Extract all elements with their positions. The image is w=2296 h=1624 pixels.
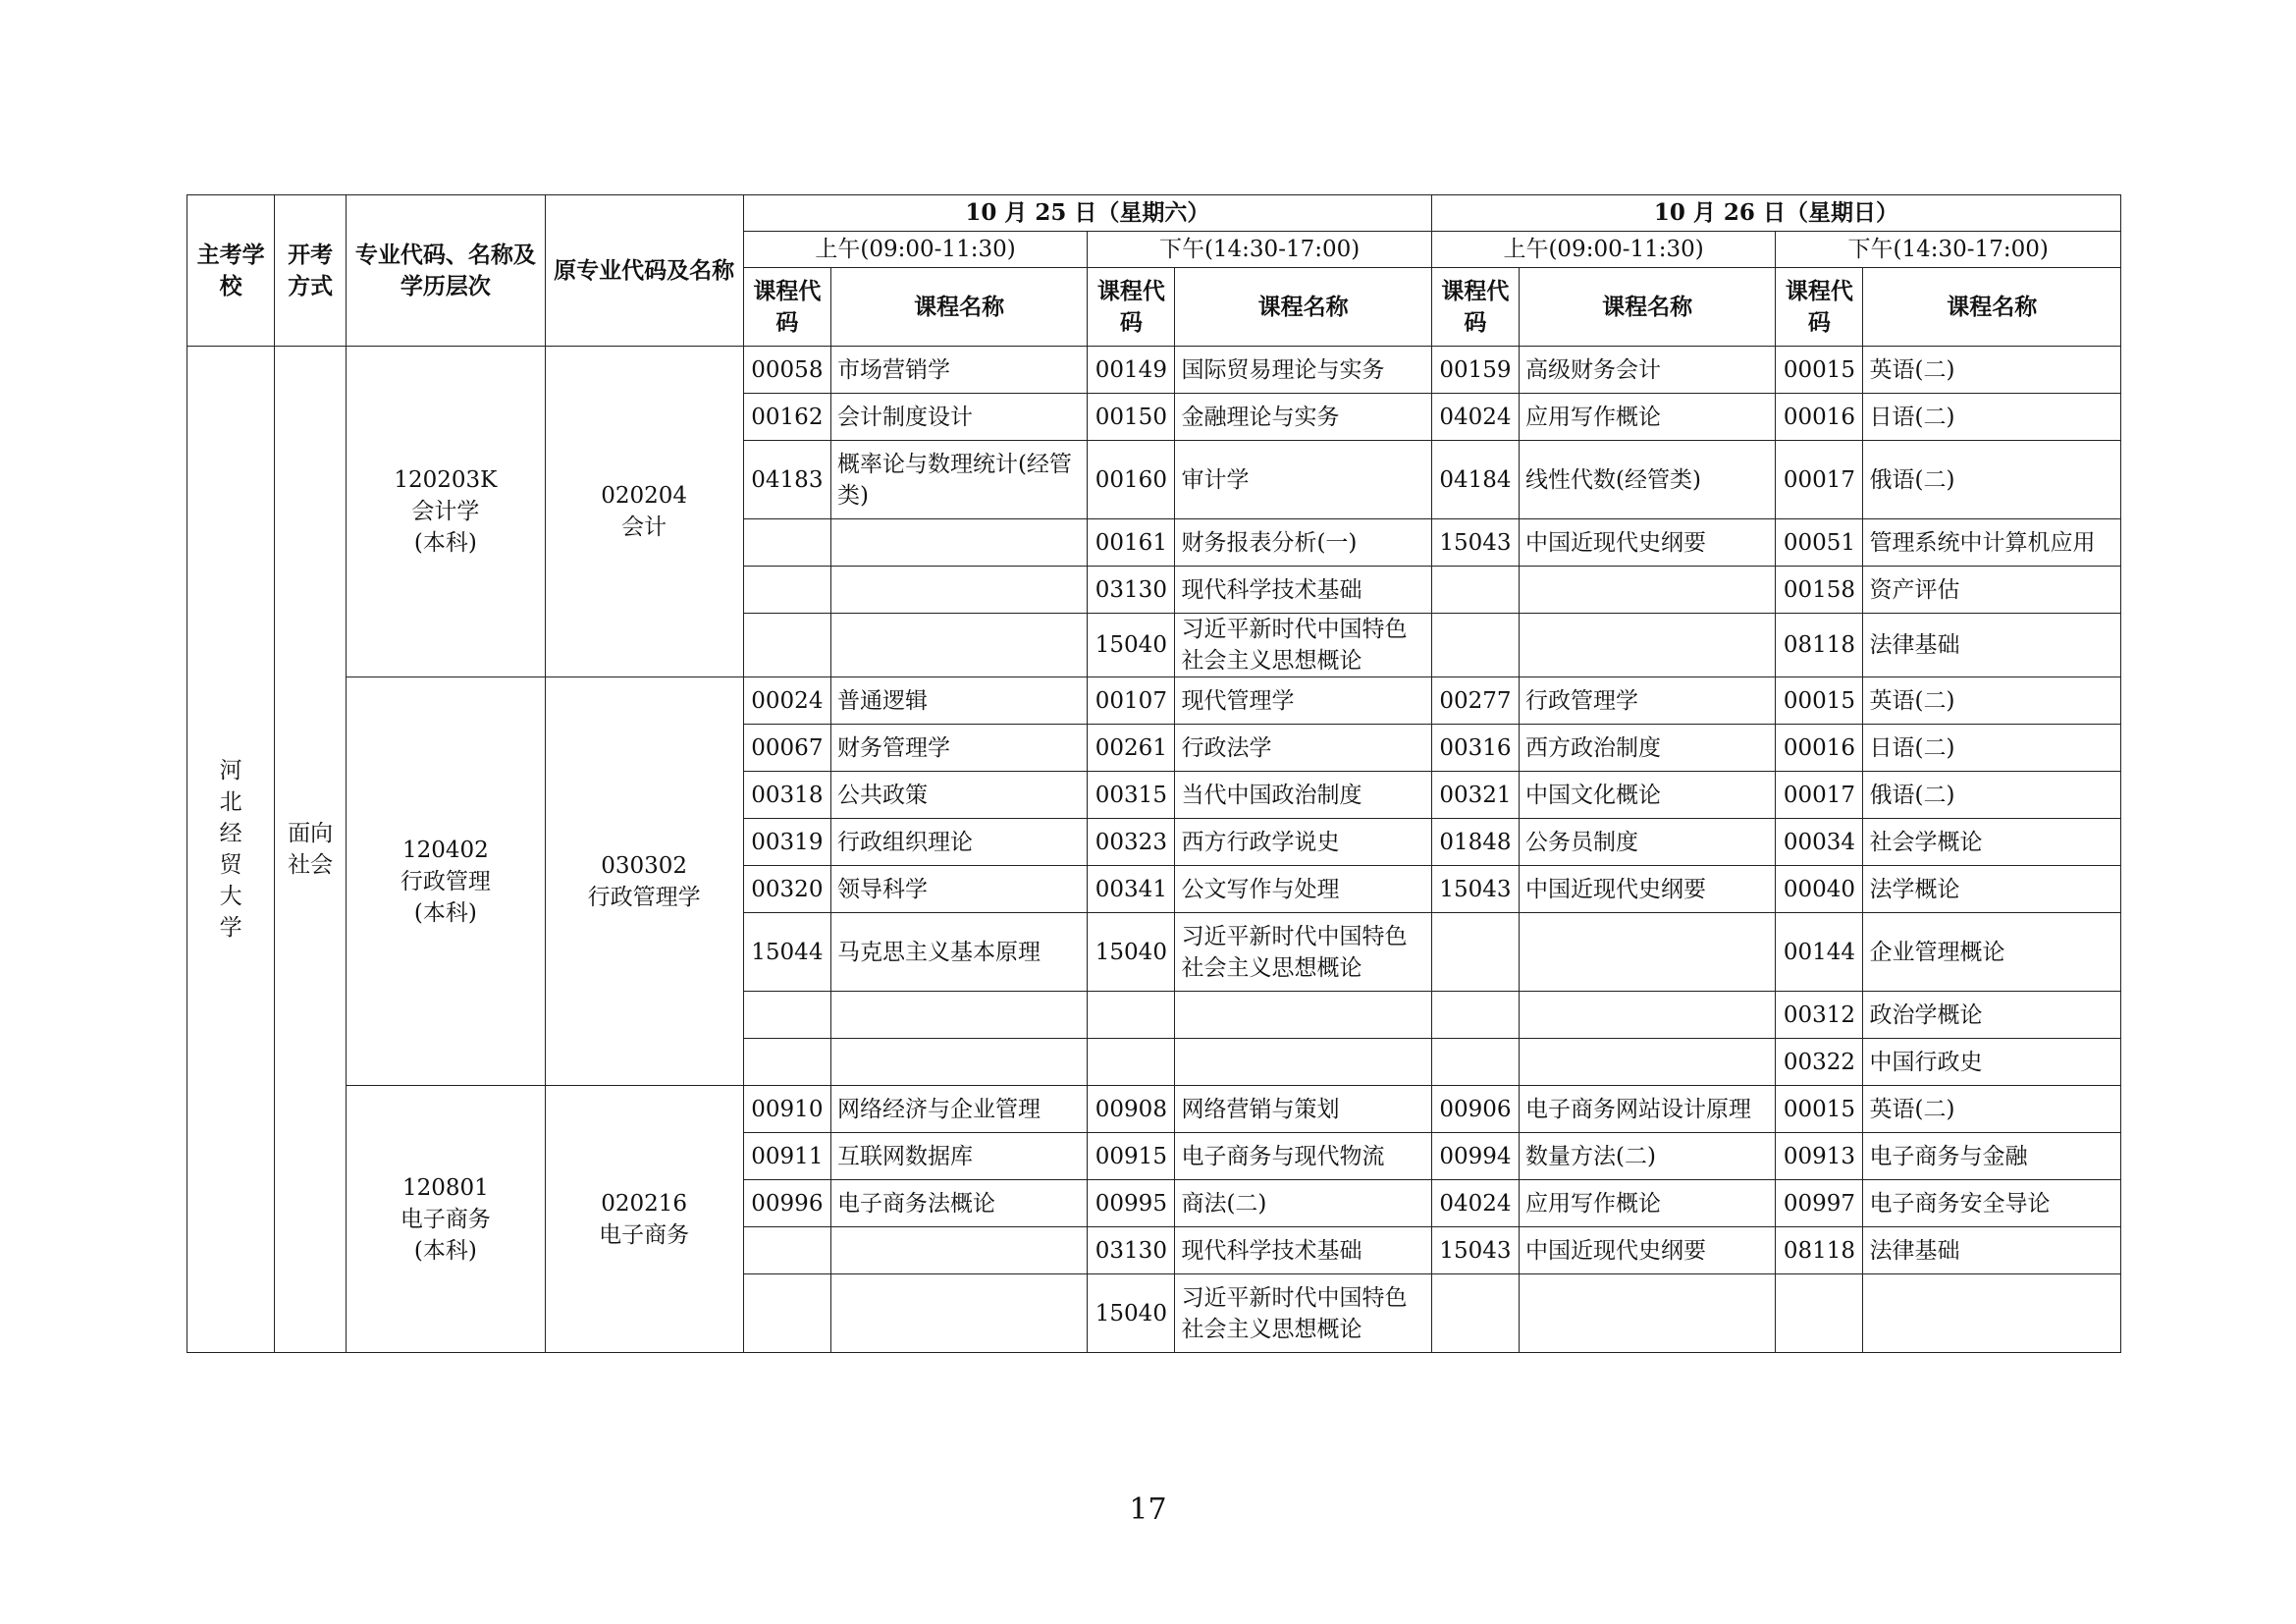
course-code-cell: 00316 [1431, 725, 1519, 772]
header-orig: 原专业代码及名称 [545, 195, 743, 347]
school-name: 河北经贸大学 [219, 758, 242, 941]
course-name-cell [830, 1274, 1087, 1353]
course-code-cell: 00318 [743, 772, 830, 819]
course-code-cell: 04184 [1431, 441, 1519, 519]
course-code-cell: 00040 [1776, 866, 1863, 913]
course-code-cell: 15044 [743, 913, 830, 992]
table-row [187, 1086, 2121, 1133]
course-name-cell: 数量方法(二) [1519, 1133, 1775, 1180]
course-code-cell: 15043 [1431, 1227, 1519, 1274]
course-code-cell: 00995 [1088, 1180, 1175, 1227]
course-code-cell: 00910 [743, 1086, 830, 1133]
course-code-cell: 04024 [1431, 394, 1519, 441]
course-code-cell [743, 1039, 830, 1086]
course-name-cell: 现代管理学 [1175, 677, 1431, 725]
course-code-cell [1431, 614, 1519, 677]
course-code-cell: 00315 [1088, 772, 1175, 819]
course-name-cell: 行政法学 [1175, 725, 1431, 772]
course-code-cell: 00067 [743, 725, 830, 772]
header-course-code: 课程代码 [1088, 268, 1175, 347]
course-code-cell: 00144 [1776, 913, 1863, 992]
course-name-cell: 资产评估 [1863, 567, 2121, 614]
course-code-cell: 08118 [1776, 1227, 1863, 1274]
course-code-cell: 00017 [1776, 441, 1863, 519]
course-code-cell: 00015 [1776, 677, 1863, 725]
table-row [187, 347, 2121, 394]
course-code-cell: 00015 [1776, 347, 1863, 394]
course-code-cell: 00913 [1776, 1133, 1863, 1180]
course-code-cell: 00051 [1776, 519, 1863, 567]
course-name-cell: 互联网数据库 [830, 1133, 1087, 1180]
course-code-cell: 00160 [1088, 441, 1175, 519]
course-name-cell [1519, 913, 1775, 992]
course-code-cell [743, 1227, 830, 1274]
course-name-cell [1519, 614, 1775, 677]
header-course-name: 课程名称 [1863, 268, 2121, 347]
header-course-name: 课程名称 [1519, 268, 1775, 347]
header-mode: 开考方式 [275, 195, 347, 347]
table-row [187, 677, 2121, 725]
course-code-cell: 04183 [743, 441, 830, 519]
course-code-cell [1776, 1274, 1863, 1353]
course-name-cell: 俄语(二) [1863, 772, 2121, 819]
course-code-cell: 15043 [1431, 866, 1519, 913]
course-name-cell: 政治学概论 [1863, 992, 2121, 1039]
course-name-cell: 现代科学技术基础 [1175, 1227, 1431, 1274]
course-code-cell: 00016 [1776, 394, 1863, 441]
course-name-cell: 电子商务与现代物流 [1175, 1133, 1431, 1180]
header-course-code: 课程代码 [1431, 268, 1519, 347]
course-name-cell: 西方行政学说史 [1175, 819, 1431, 866]
header-day2-pm: 下午(14:30-17:00) [1776, 232, 2121, 268]
course-name-cell: 中国文化概论 [1519, 772, 1775, 819]
course-name-cell: 市场营销学 [830, 347, 1087, 394]
course-name-cell [1519, 1039, 1775, 1086]
course-name-cell: 行政管理学 [1519, 677, 1775, 725]
course-code-cell: 00017 [1776, 772, 1863, 819]
course-name-cell: 电子商务与金融 [1863, 1133, 2121, 1180]
course-code-cell: 00319 [743, 819, 830, 866]
course-code-cell: 00015 [1776, 1086, 1863, 1133]
original-major-cell: 020216 电子商务 [545, 1086, 743, 1353]
course-name-cell: 中国近现代史纲要 [1519, 519, 1775, 567]
course-code-cell: 00107 [1088, 677, 1175, 725]
course-name-cell: 英语(二) [1863, 677, 2121, 725]
course-name-cell [830, 1039, 1087, 1086]
course-name-cell: 法律基础 [1863, 1227, 2121, 1274]
course-name-cell: 应用写作概论 [1519, 394, 1775, 441]
course-name-cell [1519, 1274, 1775, 1353]
course-name-cell: 马克思主义基本原理 [830, 913, 1087, 992]
header-major: 专业代码、名称及学历层次 [347, 195, 545, 347]
major-cell: 120203K 会计学 (本科) [347, 347, 545, 677]
course-name-cell: 企业管理概论 [1863, 913, 2121, 992]
course-name-cell: 英语(二) [1863, 347, 2121, 394]
course-code-cell: 15040 [1088, 913, 1175, 992]
header-day2-am: 上午(09:00-11:30) [1431, 232, 1776, 268]
major-cell: 120801 电子商务 (本科) [347, 1086, 545, 1353]
course-name-cell: 中国近现代史纲要 [1519, 866, 1775, 913]
course-code-cell: 00261 [1088, 725, 1175, 772]
course-name-cell: 应用写作概论 [1519, 1180, 1775, 1227]
course-code-cell: 00024 [743, 677, 830, 725]
course-name-cell: 财务管理学 [830, 725, 1087, 772]
course-name-cell: 会计制度设计 [830, 394, 1087, 441]
course-name-cell [830, 1227, 1087, 1274]
course-name-cell: 公共政策 [830, 772, 1087, 819]
course-name-cell: 管理系统中计算机应用 [1863, 519, 2121, 567]
course-name-cell [830, 519, 1087, 567]
course-code-cell: 15040 [1088, 1274, 1175, 1353]
course-code-cell [1431, 1039, 1519, 1086]
header-day1-am: 上午(09:00-11:30) [743, 232, 1088, 268]
course-code-cell: 00341 [1088, 866, 1175, 913]
header-course-name: 课程名称 [830, 268, 1087, 347]
course-name-cell: 电子商务安全导论 [1863, 1180, 2121, 1227]
course-name-cell: 概率论与数理统计(经管类) [830, 441, 1087, 519]
course-name-cell: 线性代数(经管类) [1519, 441, 1775, 519]
course-code-cell: 00149 [1088, 347, 1175, 394]
course-name-cell: 电子商务法概论 [830, 1180, 1087, 1227]
course-name-cell [1175, 992, 1431, 1039]
course-code-cell: 00016 [1776, 725, 1863, 772]
course-name-cell: 普通逻辑 [830, 677, 1087, 725]
course-name-cell: 中国行政史 [1863, 1039, 2121, 1086]
course-code-cell: 15040 [1088, 614, 1175, 677]
header-school: 主考学校 [187, 195, 275, 347]
course-name-cell: 审计学 [1175, 441, 1431, 519]
course-name-cell: 法律基础 [1863, 614, 2121, 677]
course-name-cell: 英语(二) [1863, 1086, 2121, 1133]
course-name-cell: 国际贸易理论与实务 [1175, 347, 1431, 394]
course-name-cell [1175, 1039, 1431, 1086]
course-code-cell [743, 519, 830, 567]
table-header [187, 195, 2121, 347]
course-name-cell: 商法(二) [1175, 1180, 1431, 1227]
course-code-cell: 01848 [1431, 819, 1519, 866]
course-name-cell: 行政组织理论 [830, 819, 1087, 866]
course-name-cell: 习近平新时代中国特色社会主义思想概论 [1175, 913, 1431, 992]
course-name-cell [830, 614, 1087, 677]
header-course-name: 课程名称 [1175, 268, 1431, 347]
major-cell: 120402 行政管理 (本科) [347, 677, 545, 1086]
course-code-cell: 15043 [1431, 519, 1519, 567]
course-code-cell [1088, 1039, 1175, 1086]
course-code-cell: 00161 [1088, 519, 1175, 567]
course-code-cell: 03130 [1088, 1227, 1175, 1274]
course-name-cell [1519, 567, 1775, 614]
course-name-cell: 当代中国政治制度 [1175, 772, 1431, 819]
course-code-cell: 08118 [1776, 614, 1863, 677]
course-code-cell: 00150 [1088, 394, 1175, 441]
course-code-cell: 03130 [1088, 567, 1175, 614]
course-code-cell: 00906 [1431, 1086, 1519, 1133]
course-name-cell: 俄语(二) [1863, 441, 2121, 519]
course-code-cell [743, 992, 830, 1039]
original-major-cell: 030302 行政管理学 [545, 677, 743, 1086]
course-code-cell: 00911 [743, 1133, 830, 1180]
course-name-cell: 法学概论 [1863, 866, 2121, 913]
header-course-code: 课程代码 [743, 268, 830, 347]
course-code-cell [743, 567, 830, 614]
course-code-cell [1431, 992, 1519, 1039]
school-cell [187, 347, 275, 1353]
header-course-code: 课程代码 [1776, 268, 1863, 347]
course-code-cell [743, 1274, 830, 1353]
page-number: 17 [1129, 1492, 1167, 1527]
course-code-cell [743, 614, 830, 677]
table-body [187, 347, 2121, 1353]
course-name-cell: 日语(二) [1863, 394, 2121, 441]
course-code-cell: 00320 [743, 866, 830, 913]
course-code-cell: 00312 [1776, 992, 1863, 1039]
course-code-cell: 00915 [1088, 1133, 1175, 1180]
course-code-cell: 00321 [1431, 772, 1519, 819]
course-name-cell: 中国近现代史纲要 [1519, 1227, 1775, 1274]
course-code-cell: 00323 [1088, 819, 1175, 866]
course-name-cell: 习近平新时代中国特色社会主义思想概论 [1175, 1274, 1431, 1353]
header-day1: 10 月 25 日（星期六） [743, 195, 1431, 232]
course-name-cell: 社会学概论 [1863, 819, 2121, 866]
course-name-cell: 现代科学技术基础 [1175, 567, 1431, 614]
course-name-cell: 习近平新时代中国特色社会主义思想概论 [1175, 614, 1431, 677]
course-code-cell: 00159 [1431, 347, 1519, 394]
course-code-cell: 00997 [1776, 1180, 1863, 1227]
course-code-cell [1431, 1274, 1519, 1353]
course-name-cell: 公务员制度 [1519, 819, 1775, 866]
exam-mode: 面向社会 [275, 347, 347, 1353]
course-code-cell: 00162 [743, 394, 830, 441]
course-name-cell [1519, 992, 1775, 1039]
course-code-cell: 00996 [743, 1180, 830, 1227]
course-code-cell: 00058 [743, 347, 830, 394]
course-name-cell: 电子商务网站设计原理 [1519, 1086, 1775, 1133]
course-name-cell [830, 567, 1087, 614]
header-day2: 10 月 26 日（星期日） [1431, 195, 2120, 232]
header-day1-pm: 下午(14:30-17:00) [1088, 232, 1432, 268]
course-name-cell [1863, 1274, 2121, 1353]
course-code-cell [1088, 992, 1175, 1039]
course-code-cell: 00322 [1776, 1039, 1863, 1086]
course-code-cell: 00158 [1776, 567, 1863, 614]
course-name-cell: 高级财务会计 [1519, 347, 1775, 394]
original-major-cell: 020204 会计 [545, 347, 743, 677]
course-name-cell: 日语(二) [1863, 725, 2121, 772]
course-name-cell: 领导科学 [830, 866, 1087, 913]
course-name-cell: 金融理论与实务 [1175, 394, 1431, 441]
course-name-cell: 网络营销与策划 [1175, 1086, 1431, 1133]
course-name-cell: 公文写作与处理 [1175, 866, 1431, 913]
course-code-cell: 00034 [1776, 819, 1863, 866]
course-code-cell: 00908 [1088, 1086, 1175, 1133]
course-name-cell: 财务报表分析(一) [1175, 519, 1431, 567]
course-code-cell: 00994 [1431, 1133, 1519, 1180]
course-code-cell [1431, 913, 1519, 992]
course-name-cell: 网络经济与企业管理 [830, 1086, 1087, 1133]
course-code-cell: 04024 [1431, 1180, 1519, 1227]
course-code-cell [1431, 567, 1519, 614]
course-name-cell: 西方政治制度 [1519, 725, 1775, 772]
exam-schedule-table [187, 194, 2121, 1353]
course-name-cell [830, 992, 1087, 1039]
course-code-cell: 00277 [1431, 677, 1519, 725]
